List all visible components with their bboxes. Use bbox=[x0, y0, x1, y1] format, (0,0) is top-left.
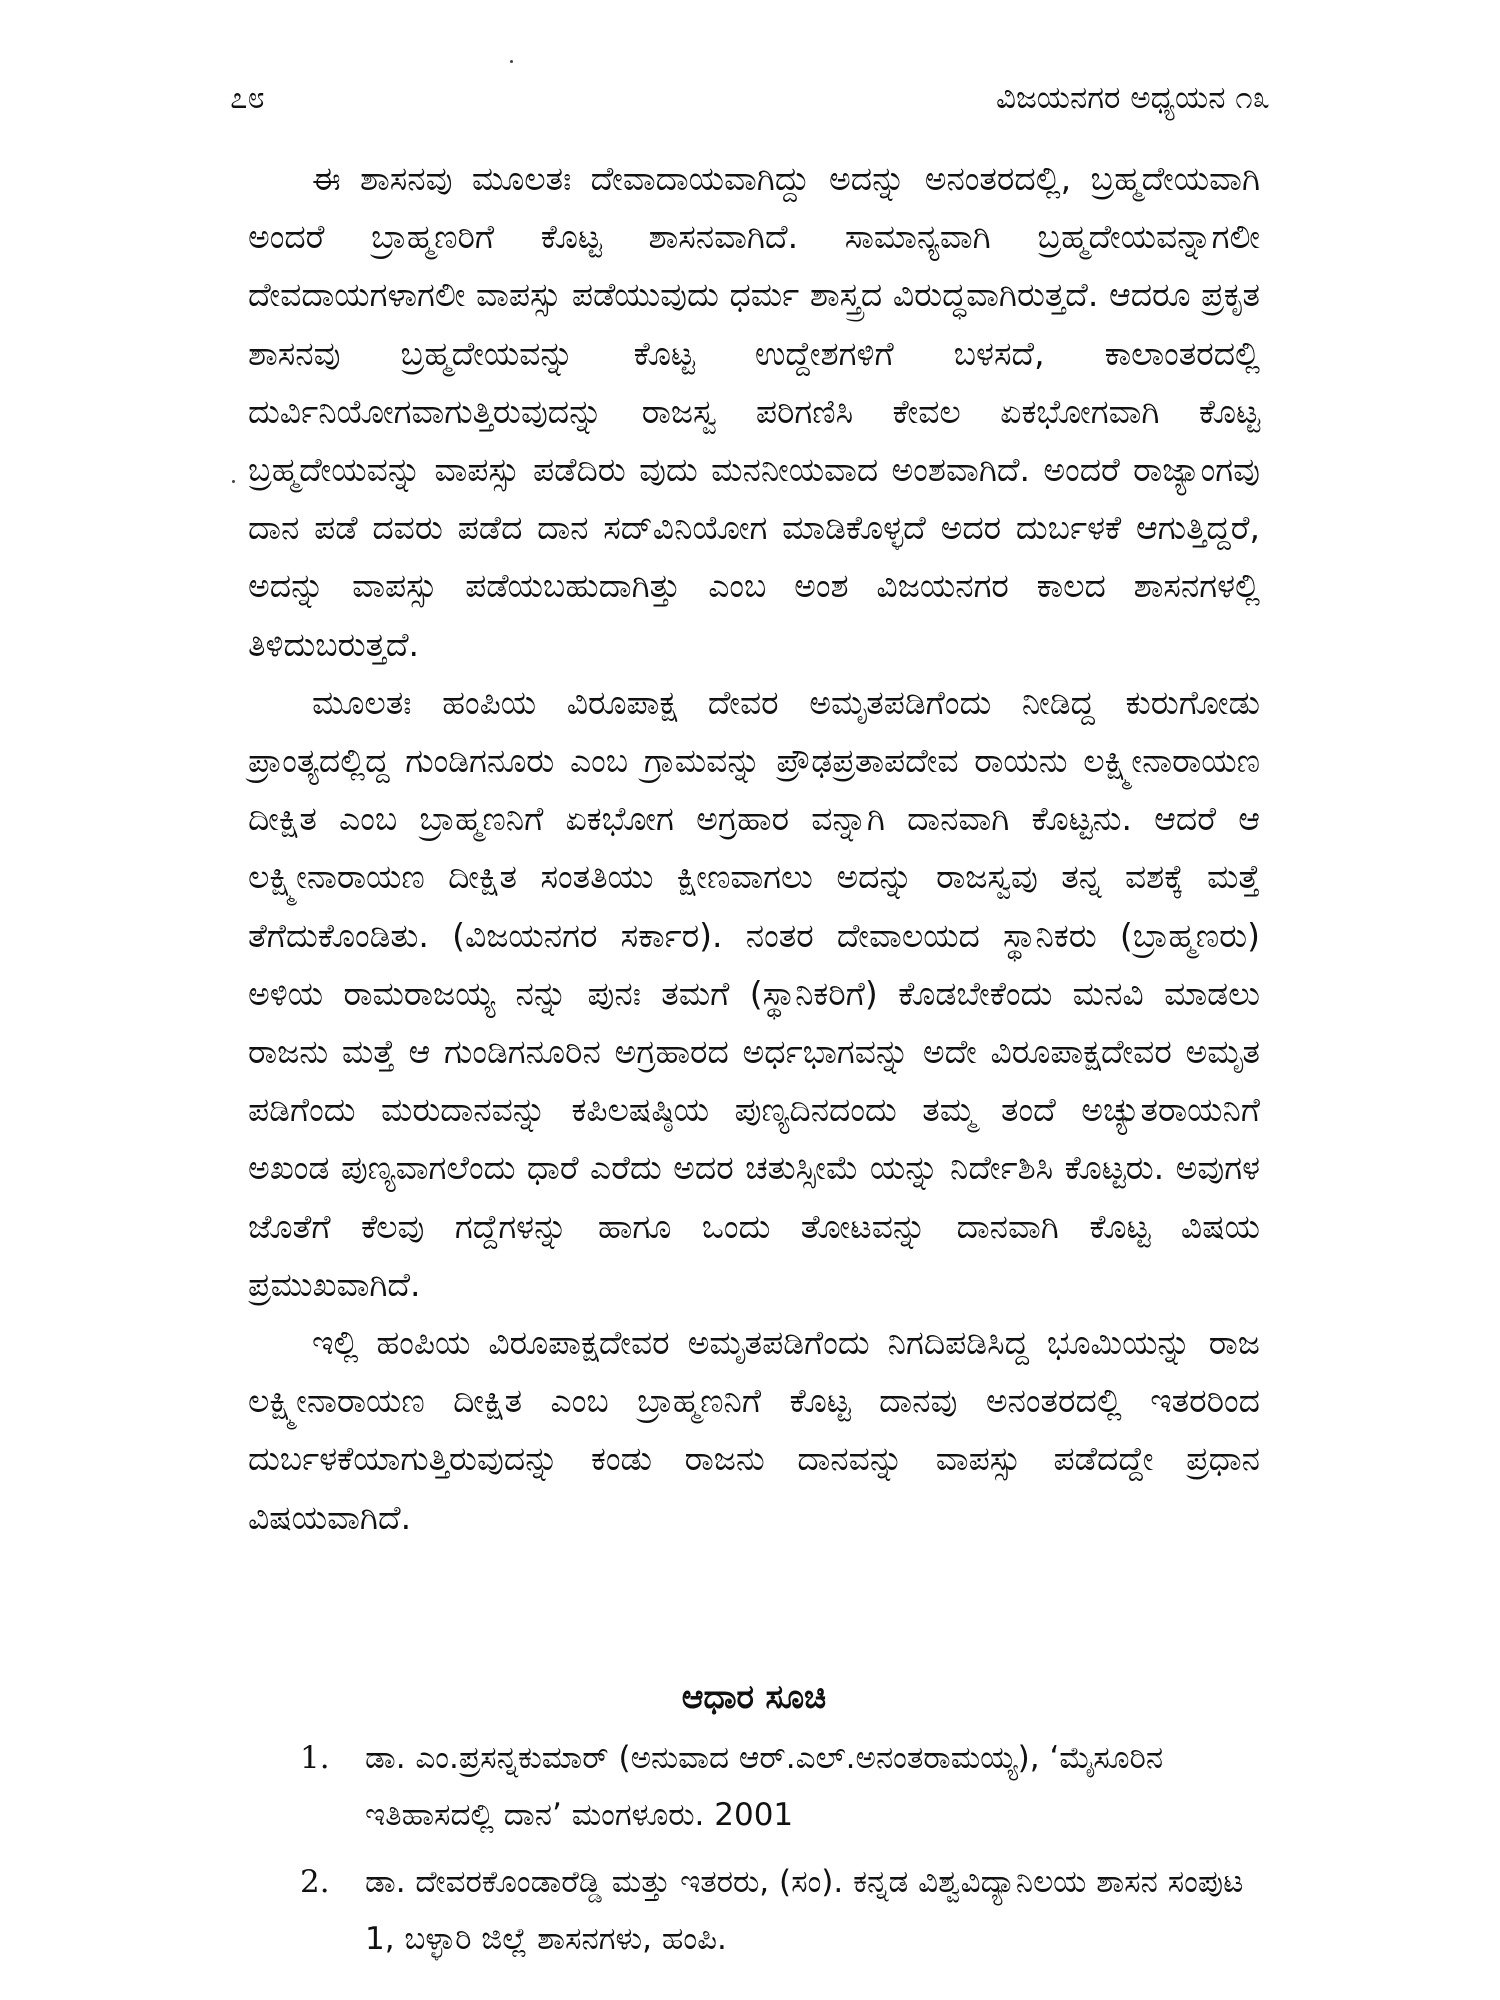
reference-number: 1. bbox=[300, 1740, 330, 1776]
scan-speck bbox=[232, 480, 235, 483]
running-title: ವಿಜಯನಗರ ಅಧ್ಯಯನ ೧೩ bbox=[995, 80, 1270, 116]
reference-number: 2. bbox=[300, 1864, 330, 1900]
reference-item bbox=[300, 1730, 1280, 1844]
reference-text: ಡಾ. ಎಂ.ಪ್ರಸನ್ನಕುಮಾರ್ (ಅನುವಾದ ಆರ್.ಎಲ್.ಅನಂತರಾಮಯ್ಯ), ‘ಮೈಸೂರಿನ ಇತಿಹಾಸದಲ್ಲಿ ದಾನ’ ಮಂಗಳೂರು. 2001 bbox=[365, 1740, 1164, 1833]
body-text bbox=[248, 150, 1260, 1547]
paragraph: ಇಲ್ಲಿ ಹಂಪಿಯ ವಿರೂಪಾಕ್ಷದೇವರ ಅಮೃತಪಡಿಗೆಂದು ನಿಗದಿಪಡಿಸಿದ್ದ ಭೂಮಿಯನ್ನು ರಾಜ ಲಕ್ಷ್ಮೀನಾರಾಯಣ ದೀಕ್ಷಿತ ಎಂಬ ಬ್ರಾಹ್ಮಣನಿಗೆ ಕೊಟ್ಟ ದಾನವು ಅನಂತರದಲ್ಲಿ ಇತರರಿಂದ ದುರ್ಬಳಕೆಯಾಗುತ್ತಿರುವುದನ್ನು ಕಂಡು ರಾಜನು ದಾನವನ್ನು ವಾಪಸ್ಸು ಪಡೆದದ್ದೇ ಪ್ರಧಾನ ವಿಷಯವಾಗಿದೆ. bbox=[248, 1323, 1260, 1537]
page-header bbox=[230, 78, 1270, 118]
reference-text: ಡಾ. ದೇವರಕೊಂಡಾರೆಡ್ಡಿ ಮತ್ತು ಇತರರು, (ಸಂ). ಕನ್ನಡ ವಿಶ್ವವಿದ್ಯಾನಿಲಯ ಶಾಸನ ಸಂಪುಟ 1, ಬಳ್ಳಾರಿ ಜಿಲ್ಲೆ ಶಾಸನಗಳು, ಹಂಪಿ. bbox=[365, 1864, 1244, 1957]
paragraph: ಈ ಶಾಸನವು ಮೂಲತಃ ದೇವಾದಾಯವಾಗಿದ್ದು ಅದನ್ನು ಅನಂತರದಲ್ಲಿ, ಬ್ರಹ್ಮದೇಯವಾಗಿ ಅಂದರೆ ಬ್ರಾಹ್ಮಣರಿಗೆ ಕೊಟ್ಟ ಶಾಸನವಾಗಿದೆ. ಸಾಮಾನ್ಯವಾಗಿ ಬ್ರಹ್ಮದೇಯವನ್ನಾಗಲೀ ದೇವದಾಯಗಳಾಗಲೀ ವಾಪಸ್ಸು ಪಡೆಯುವುದು ಧರ್ಮ ಶಾಸ್ತ್ರದ ವಿರುದ್ಧವಾಗಿರುತ್ತದೆ. ಆದರೂ ಪ್ರಕೃತ ಶಾಸನವು ಬ್ರಹ್ಮದೇಯವನ್ನು ಕೊಟ್ಟ ಉದ್ದೇಶಗಳಿಗೆ ಬಳಸದೆ, ಕಾಲಾಂತರದಲ್ಲಿ ದುರ್ವಿನಿಯೋಗವಾಗುತ್ತಿರುವುದನ್ನು ರಾಜಸ್ವ ಪರಿಗಣಿಸಿ ಕೇವಲ ಏಕಭೋಗವಾಗಿ ಕೊಟ್ಟ ಬ್ರಹ್ಮದೇಯವನ್ನು ವಾಪಸ್ಸು ಪಡೆದಿರು ವುದು ಮನನೀಯವಾದ ಅಂಶವಾಗಿದೆ. ಅಂದರೆ ರಾಜ್ಯಾಂಗವು ದಾನ ಪಡೆ ದವರು ಪಡೆದ ದಾನ ಸದ್‌ವಿನಿಯೋಗ ಮಾಡಿಕೊಳ್ಳದೆ ಅದರ ದುರ್ಬಳಕೆ ಆಗುತ್ತಿದ್ದರೆ, ಅದನ್ನು ವಾಪಸ್ಸು ಪಡೆಯಬಹುದಾಗಿತ್ತು ಎಂಬ ಅಂಶ ವಿಜಯನಗರ ಕಾಲದ ಶಾಸನಗಳಲ್ಲಿ ತಿಳಿದುಬರುತ್ತದೆ. bbox=[248, 159, 1260, 664]
paragraph: ಮೂಲತಃ ಹಂಪಿಯ ವಿರೂಪಾಕ್ಷ ದೇವರ ಅಮೃತಪಡಿಗೆಂದು ನೀಡಿದ್ದ ಕುರುಗೋಡು ಪ್ರಾಂತ್ಯದಲ್ಲಿದ್ದ ಗುಂಡಿಗನೂರು ಎಂಬ ಗ್ರಾಮವನ್ನು ಪ್ರೌಢಪ್ರತಾಪದೇವ ರಾಯನು ಲಕ್ಷ್ಮೀನಾರಾಯಣ ದೀಕ್ಷಿತ ಎಂಬ ಬ್ರಾಹ್ಮಣನಿಗೆ ಏಕಭೋಗ ಅಗ್ರಹಾರ ವನ್ನಾಗಿ ದಾನವಾಗಿ ಕೊಟ್ಟನು. ಆದರೆ ಆ ಲಕ್ಷ್ಮೀನಾರಾಯಣ ದೀಕ್ಷಿತ ಸಂತತಿಯು ಕ್ಷೀಣವಾಗಲು ಅದನ್ನು ರಾಜಸ್ವವು ತನ್ನ ವಶಕ್ಕೆ ಮತ್ತೆ ತೆಗೆದುಕೊಂಡಿತು. (ವಿಜಯನಗರ ಸರ್ಕಾರ). ನಂತರ ದೇವಾಲಯದ ಸ್ಥಾನಿಕರು (ಬ್ರಾಹ್ಮಣರು) ಅಳಿಯ ರಾಮರಾಜಯ್ಯ ನನ್ನು ಪುನಃ ತಮಗೆ (ಸ್ಥಾನಿಕರಿಗೆ) ಕೊಡಬೇಕೆಂದು ಮನವಿ ಮಾಡಲು ರಾಜನು ಮತ್ತೆ ಆ ಗುಂಡಿಗನೂರಿನ ಅಗ್ರಹಾರದ ಅರ್ಧಭಾಗವನ್ನು ಅದೇ ವಿರೂಪಾಕ್ಷದೇವರ ಅಮೃತ ಪಡಿಗೆಂದು ಮರುದಾನವನ್ನು ಕಪಿಲಷಷ್ಠಿಯ ಪುಣ್ಯದಿನದಂದು ತಮ್ಮ ತಂದೆ ಅಚ್ಯುತರಾಯನಿಗೆ ಅಖಂಡ ಪುಣ್ಯವಾಗಲೆಂದು ಧಾರೆ ಎರೆದು ಅದರ ಚತುಸ್ಸೀಮೆ ಯನ್ನು ನಿರ್ದೇಶಿಸಿ ಕೊಟ್ಟರು. ಅವುಗಳ ಜೊತೆಗೆ ಕೆಲವು ಗದ್ದೆಗಳನ್ನು ಹಾಗೂ ಒಂದು ತೋಟವನ್ನು ದಾನವಾಗಿ ಕೊಟ್ಟ ವಿಷಯ ಪ್ರಮುಖವಾಗಿದೆ. bbox=[248, 682, 1260, 1304]
scan-speck bbox=[510, 60, 513, 63]
reference-item bbox=[300, 1854, 1280, 1968]
references-heading: ಆಧಾರ ಸೂಚಿ bbox=[681, 1677, 827, 1716]
references-list bbox=[300, 1730, 1280, 1978]
page-number: ೭೮ bbox=[230, 80, 265, 116]
